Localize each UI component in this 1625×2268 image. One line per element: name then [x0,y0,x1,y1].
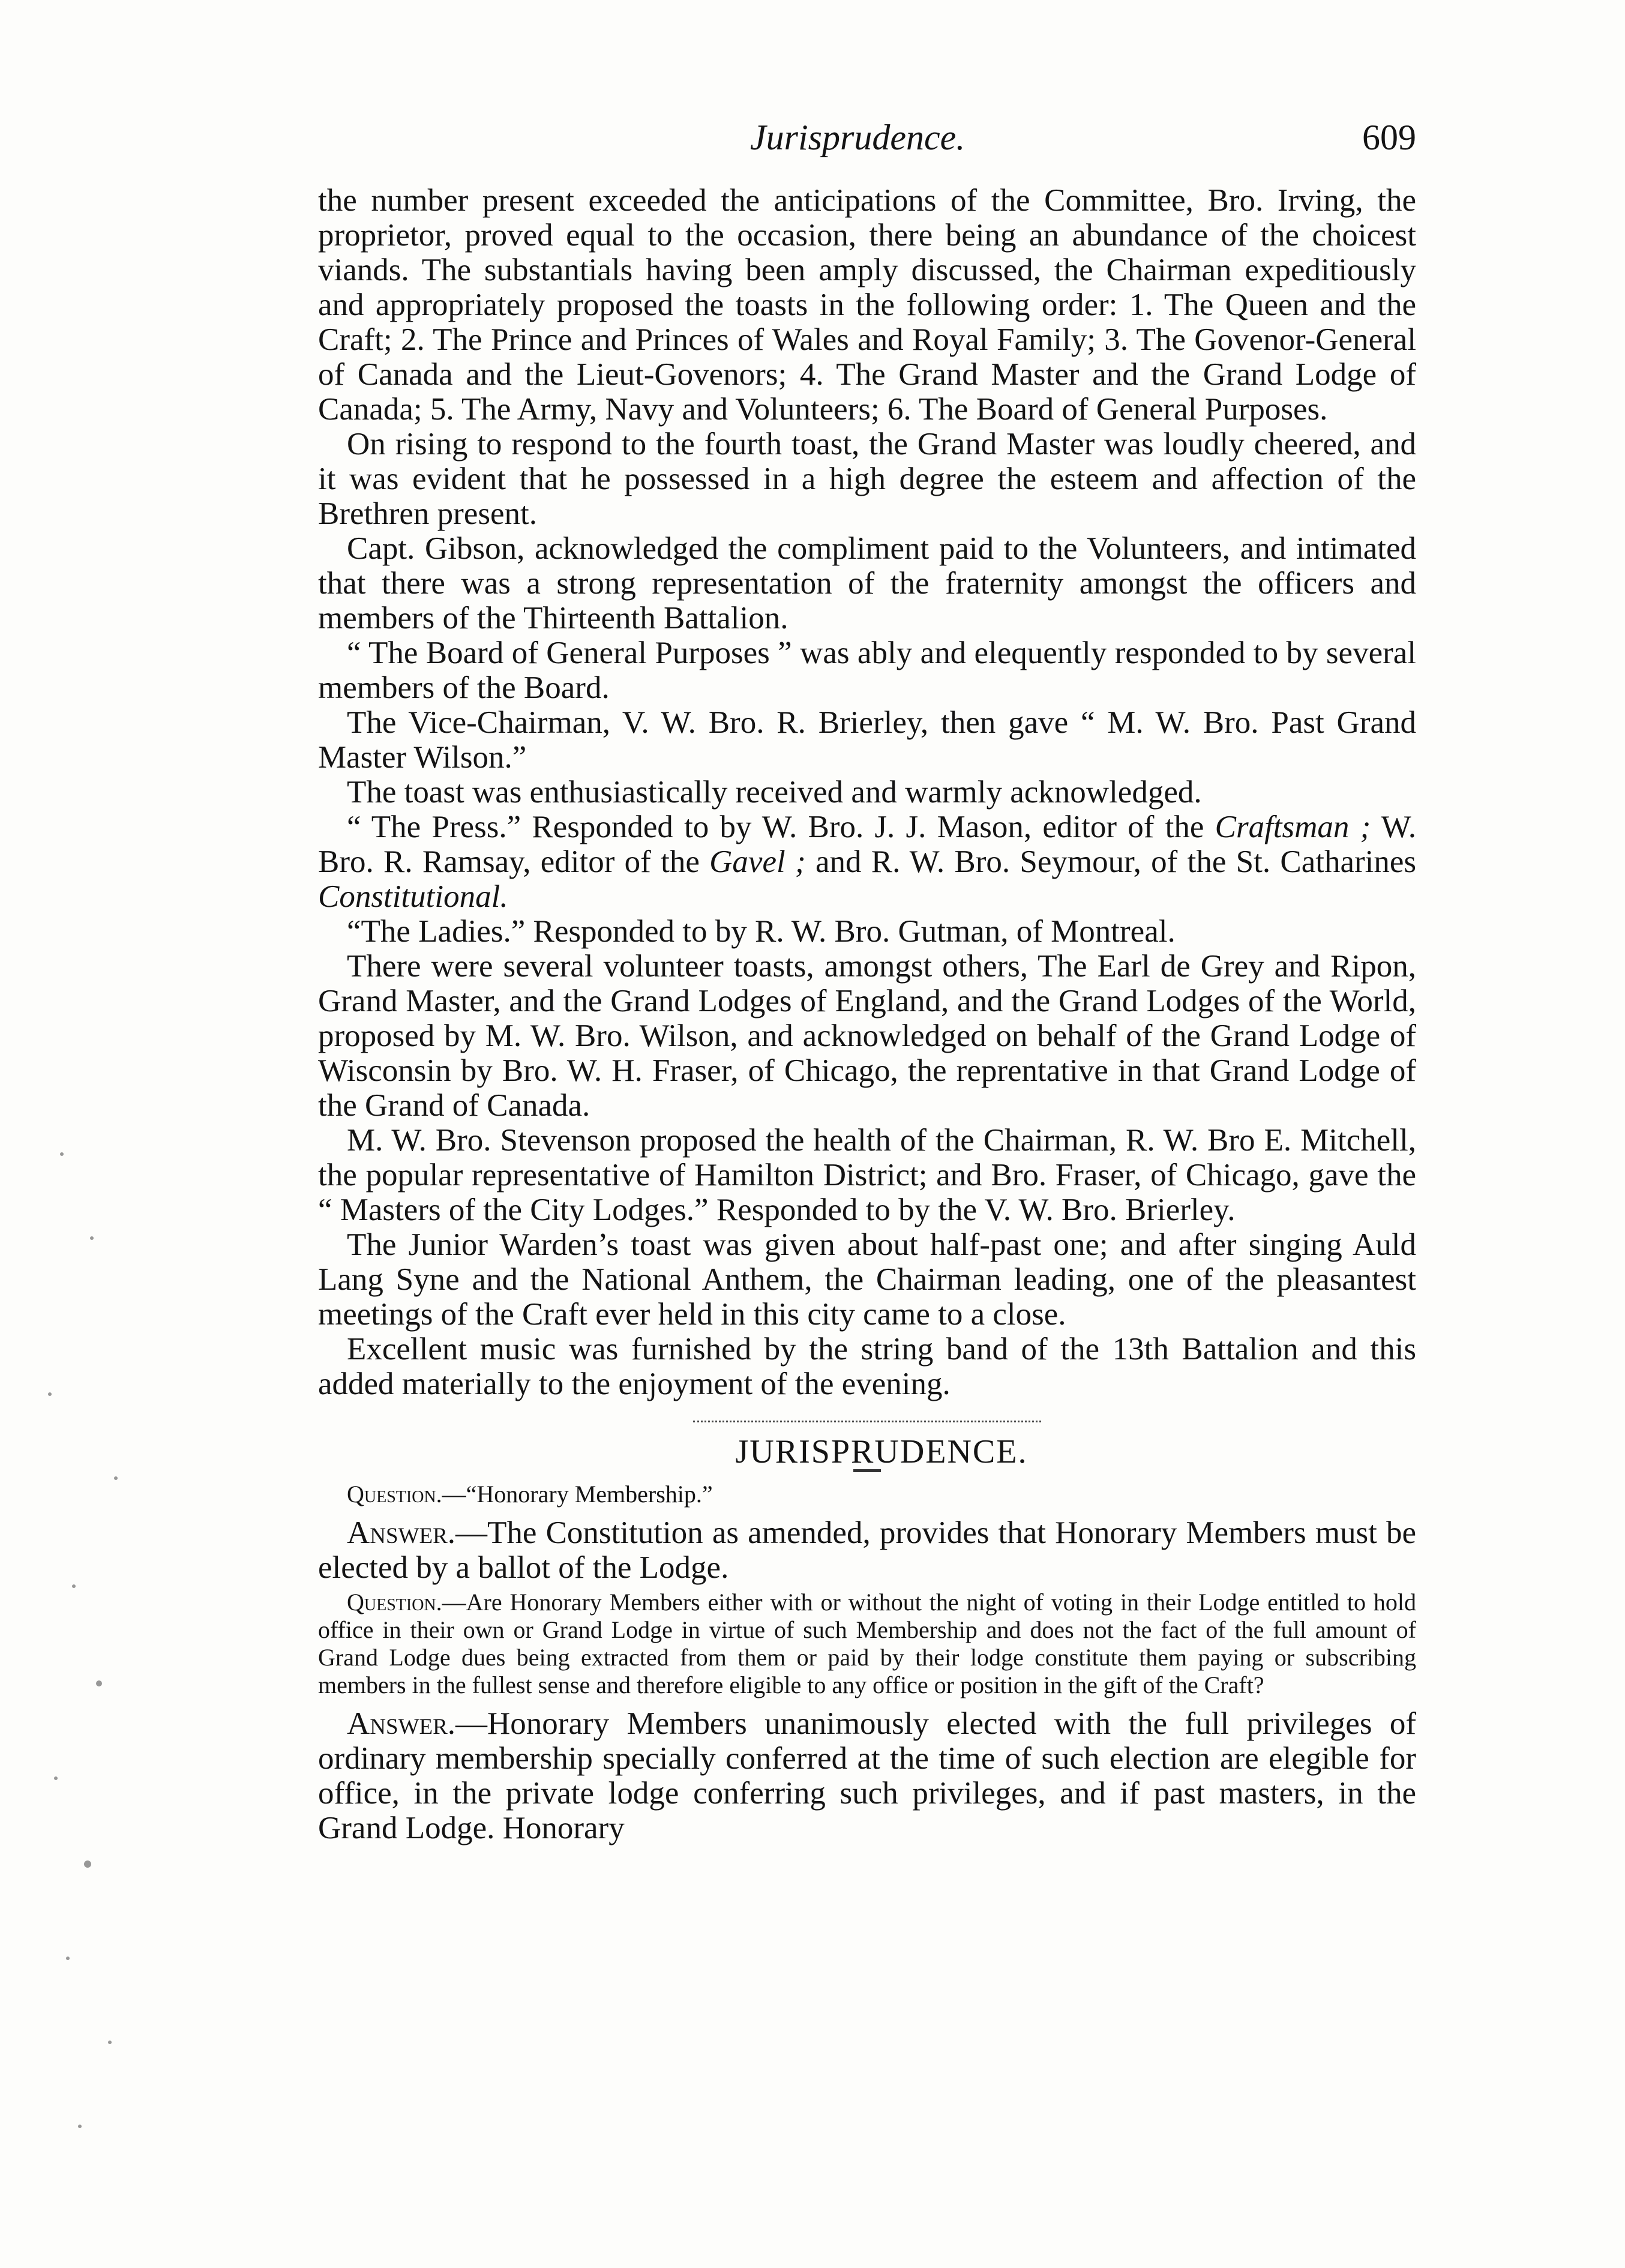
paragraph-press [318,810,1416,914]
paragraph: M. W. Bro. Stevenson proposed the health of the Chairman, R. W. Bro E. Mitchell, the popular representative of Hamilton District; and Bro. Fraser, of Chicago, gave the “ Masters of the City Lodges.” Responded to by the V. W. Bro. Brierley. [318,1123,1416,1227]
press-gavel: Gavel ; [709,844,806,879]
section-divider [693,1421,1041,1422]
paragraph: “ The Board of General Purposes ” was ably and elequently responded to by several members of the Board. [318,636,1416,705]
qa-text: —The Constitution as amended, provides that Honorary Members must be elected by a ballot of the Lodge. [318,1515,1416,1585]
ladies-text: The Ladies.” Responded to by R. W. Bro. Gutman, of Montreal. [361,914,1176,949]
paragraph: The Vice-Chairman, V. W. Bro. R. Brierley, then gave “ M. W. Bro. Past Grand Master Wilson.” [318,705,1416,775]
paragraph: The Junior Warden’s toast was given about half-past one; and after singing Auld Lang Syne and the National Anthem, the Chairman leading, one of the pleasantest meetings of the Craft ever held in this city came to a close. [318,1227,1416,1332]
section-title: JURISPRUDENCE. [735,1433,1028,1470]
press-mid: W. Bro. R. Ramsay, editor of the [318,810,1417,879]
paragraph: The toast was enthusiastically received and warmly acknowledged. [347,775,1202,810]
qa-answer [318,1515,1416,1585]
paragraph: Capt. Gibson, acknowledged the compliment paid to the Volunteers, and intimated that there was a strong representation of the fraternity amongst the officers and members of the Thirteenth Battalion. [318,531,1416,636]
running-title: Jurisprudence. [750,118,966,157]
press-constitutional: Constitutional. [318,879,508,914]
press-lead: “ The Press.” Responded to by W. Bro. J. J. Mason, editor of the [347,810,1204,844]
qa-label: Answer. [347,1706,456,1741]
running-head [318,117,1416,165]
paragraph: On rising to respond to the fourth toast, the Grand Master was loudly cheered, and it was evident that he possessed in a high degree the esteem and affection of the Brethren present. [318,427,1416,531]
qa-text: —Honorary Members unanimously elected with the full privileges of ordinary membership specially conferred at the time of such election are elegible for office, in the private lodge conferring such privileges, and if past masters, in the Grand Lodge. Honorary [318,1706,1416,1845]
qa-question [318,1589,1416,1699]
paragraph: There were several volunteer toasts, amongst others, The Earl de Grey and Ripon, Grand Master, and the Grand Lodges of England, and the Grand Lodges of the World, proposed by M. W. Bro. Wilson, and acknowledged on behalf of the Grand Lodge of Wisconsin by Bro. W. H. Fraser, of Chicago, the reprentative in that Grand Lodge of the Grand of Canada. [318,949,1416,1123]
article-body [318,183,1416,1845]
scan-specks [36,1140,168,2161]
press-tail: and R. W. Bro. Seymour, of the St. Catharines [815,844,1417,879]
paragraph: the number present exceeded the anticipations of the Committee, Bro. Irving, the proprietor, proved equal to the occasion, there being an abundance of the choicest viands. The substantials having been amply discussed, the Chairman expeditiously and appropriately proposed the toasts in the following order: 1. The Queen and the Craft; 2. The Prince and Princes of Wales and Royal Family; 3. The Govenor-General of Canada and the Lieut-Govenors; 4. The Grand Master and the Grand Lodge of Canada; 5. The Army, Navy and Volunteers; 6. The Board of General Purposes. [318,183,1416,427]
qa-answer [318,1706,1416,1845]
qa-label: Question. [347,1589,442,1616]
qa-text: —“Honorary Membership.” [442,1481,713,1508]
paragraph-ladies [318,914,1416,949]
qa-question [318,1481,1416,1508]
ladies-open-quote: “ [347,914,361,949]
page-number: 609 [1362,118,1416,157]
qa-label: Answer. [347,1515,456,1550]
press-craftsman: Craftsman ; [1215,810,1371,844]
qa-label: Question. [347,1481,442,1508]
paragraph: Excellent music was furnished by the string band of the 13th Battalion and this added materially to the enjoyment of the evening. [318,1332,1416,1401]
qa-text: —Are Honorary Members either with or without the night of voting in their Lodge entitled to hold office in their own or Grand Lodge in virtue of such Membership and does not the fact of the full amount of Grand Lodge dues being extracted from them or paid by their lodge constitute them paying or subscribing members in the fullest sense and therefore eligible to any office or position in the gift of the Craft? [318,1589,1416,1698]
